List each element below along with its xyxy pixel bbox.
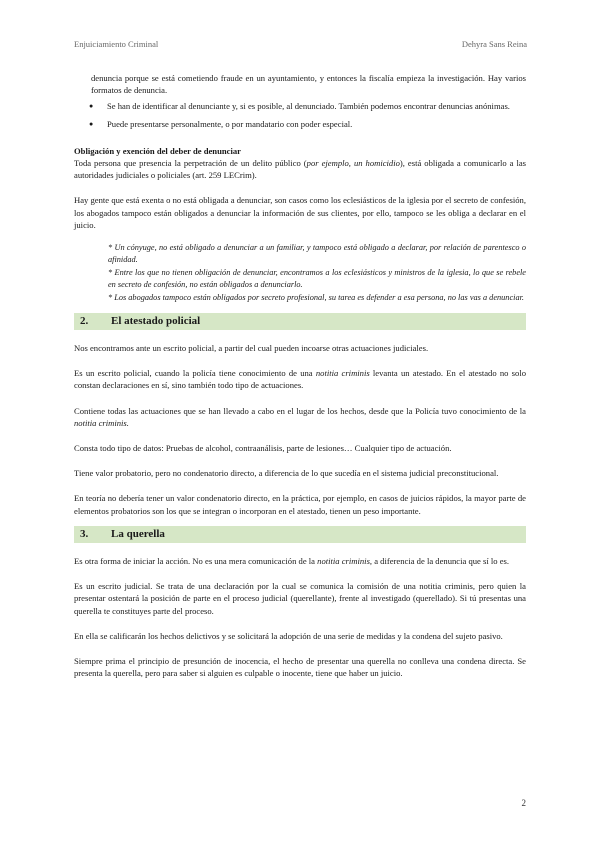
continued-paragraph: denuncia porque se está cometiendo fraude en un ayuntamiento, y entonces la fiscalía empieza la investigación. Hay varios formatos de denuncia. [91, 73, 526, 96]
section-number: 2. [80, 315, 89, 328]
paragraph: Tiene valor probatorio, pero no condenatorio directo, a diferencia de lo que sucedía en el sistema judicial preconstitucional. [74, 468, 499, 479]
subheading-obligacion: Obligación y exención del deber de denunciar [74, 145, 241, 156]
paragraph: Toda persona que presencia la perpetración de un delito público (por ejemplo, un homicidio), está obligada a comunicarlo a las autoridades judiciales o policiales (art. 259 LECrim). [74, 158, 526, 181]
page-content [74, 72, 526, 679]
section-title: La querella [111, 528, 165, 541]
note-item: * Un cónyuge, no está obligado a denunciar a un familiar, y tampoco está obligado a declarar, por relación de parentesco o afinidad. [108, 243, 526, 265]
list-item: ● Puede presentarse personalmente, o por mandatario con poder especial. [74, 118, 526, 130]
bullet-list [74, 100, 526, 129]
header-course-title: Enjuiciamiento Criminal [74, 39, 159, 49]
paragraph: Es otra forma de iniciar la acción. No es una mera comunicación de la notitia criminis, a diferencia de la denuncia que sí lo es. [74, 555, 510, 566]
note-item: * Los abogados tampoco están obligados por secreto profesional, su tarea es defender a esa persona, no las vas a denunciar. [108, 292, 524, 302]
page-number: 2 [521, 798, 526, 808]
paragraph: Hay gente que está exenta o no está obligada a denunciar, son casos como los eclesiásticos de la iglesia por el secreto de confesión, los abogados tampoco están obligados a denunciar la información de sus clientes, por ello, tampoco se les obliga a declarar en el juicio. [74, 195, 526, 230]
italic-notes [74, 242, 526, 304]
paragraph: Es un escrito judicial. Se trata de una declaración por la cual se comunica la comisión de una notitia criminis, pero quien la presentar ostentará la posición de parte en el proceso judicial (querellante), frente al investigado (querellado). Si tú presentas una querella te constituyes parte del proceso. [74, 581, 526, 616]
paragraph: En ella se calificarán los hechos delictivos y se solicitará la adopción de una serie de medidas y la condena del sujeto pasivo. [74, 630, 503, 641]
section-title: El atestado policial [111, 315, 201, 328]
section-heading-atestado [74, 313, 526, 330]
section-heading-querella [74, 526, 526, 543]
list-item: ● Se han de identificar al denunciante y, si es posible, al denunciado. También podemos encontrar denuncias anónimas. [74, 100, 526, 112]
paragraph: Consta todo tipo de datos: Pruebas de alcohol, contraanálisis, parte de lesiones… Cualquier tipo de actuación. [74, 443, 452, 454]
section-number: 3. [80, 528, 89, 541]
paragraph: Siempre prima el principio de presunción de inocencia, el hecho de presentar una querella no conlleva una condena directa. Se presenta la querella, pero para saber si alguien es culpable o inocente, tiene que haber un juicio. [74, 655, 526, 679]
paragraph: Nos encontramos ante un escrito policial, a partir del cual pueden incoarse otras actuaciones judiciales. [74, 343, 429, 354]
note-item: * Entre los que no tienen obligación de denunciar, encontramos a los eclesiásticos y ministros de la iglesia, lo que se rebele en secreto de confesión, no están obligados a denunciarlo. [108, 267, 526, 290]
paragraph: En teoría no debería tener un valor condenatorio directo, en la práctica, por ejemplo, en casos de juicios rápidos, la mayor parte de elementos probatorios son los que se integran o incorporan en el atestado, tienen un peso importante. [74, 493, 526, 516]
paragraph: Es un escrito policial, cuando la policía tiene conocimiento de una notitia criminis levanta un atestado. En el atestado no solo constan declaraciones en sí, sino también todo tipo de actuaciones. [74, 368, 527, 391]
header-author: Dehyra Sans Reina [461, 39, 527, 49]
paragraph: Contiene todas las actuaciones que se han llevado a cabo en el lugar de los hechos, desde que la Policía tuvo conocimiento de la notitia criminis. [74, 405, 526, 428]
